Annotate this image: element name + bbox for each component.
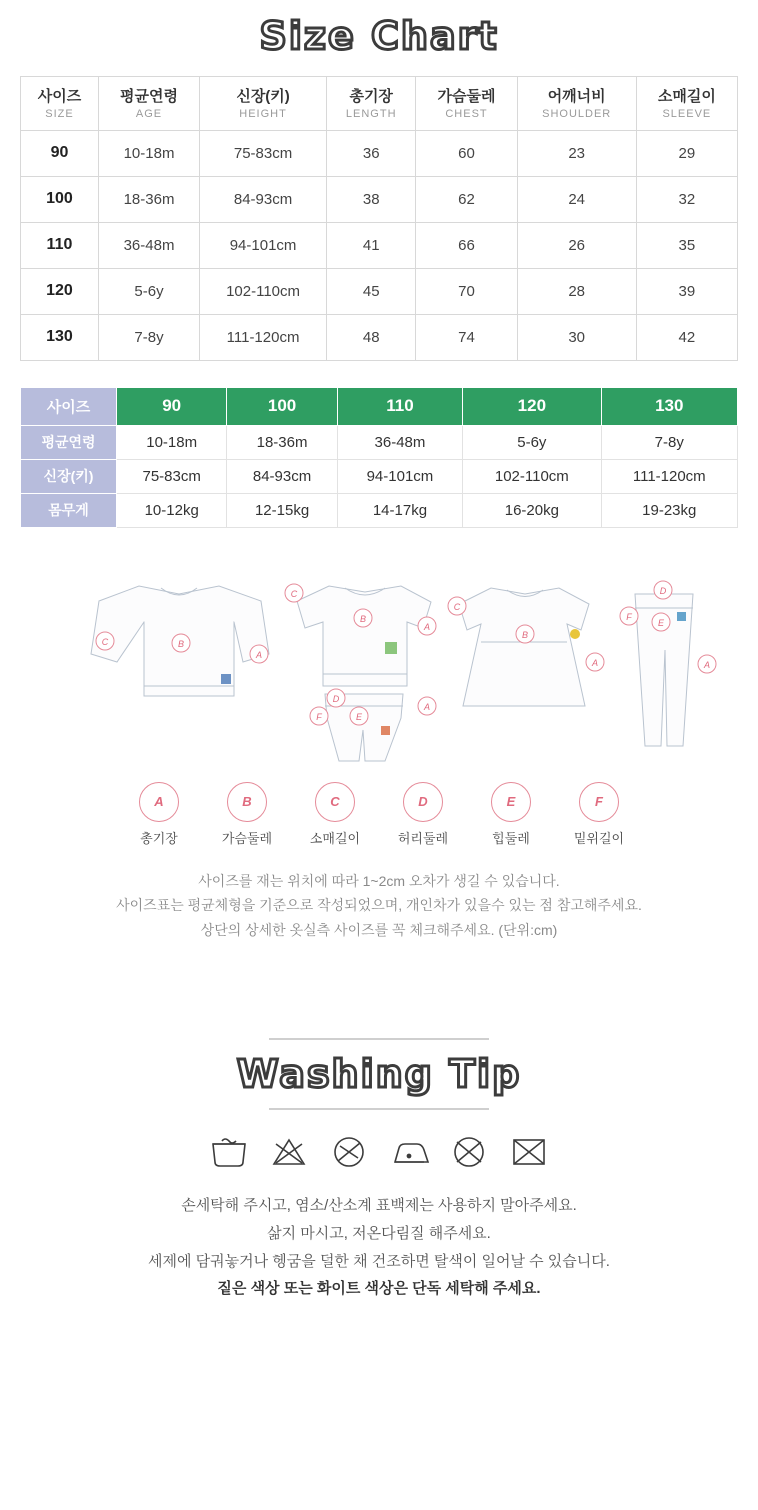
header-en: SLEEVE: [662, 108, 712, 121]
summary-cell: 19-23kg: [601, 493, 737, 527]
summary-table-body: [21, 387, 738, 527]
svg-text:F: F: [316, 711, 322, 722]
legend-mark-icon: D: [403, 782, 443, 822]
svg-text:E: E: [657, 617, 665, 628]
legend-item: [297, 782, 373, 847]
header-ko: 소매길이: [657, 87, 716, 105]
summary-cell: 16-20kg: [463, 493, 601, 527]
cell-size: 120: [21, 268, 99, 314]
cell-chest: 70: [416, 268, 517, 314]
legend-item: [209, 782, 285, 847]
summary-cell: 12-15kg: [227, 493, 337, 527]
detail-header-cell: [21, 76, 99, 130]
svg-text:C: C: [453, 601, 461, 612]
detail-header-cell: [327, 76, 416, 130]
summary-cell: 75-83cm: [117, 459, 227, 493]
svg-text:C: C: [101, 636, 109, 647]
no-wring-icon: [506, 1132, 552, 1172]
summary-cell: 94-101cm: [337, 459, 462, 493]
legend-label: 총기장: [140, 830, 178, 846]
cell-sleeve: 29: [636, 130, 737, 176]
detail-table: [20, 76, 738, 361]
header-en: AGE: [135, 108, 163, 121]
legend-mark-icon: B: [227, 782, 267, 822]
washing-line: 세제에 담궈놓거나 헹굼을 덜한 채 건조하면 탈색이 일어날 수 있습니다.: [148, 1252, 610, 1270]
cell-height: 75-83cm: [200, 130, 327, 176]
cell-age: 7-8y: [98, 314, 199, 360]
summary-row-label: 평균연령: [21, 425, 117, 459]
svg-text:D: D: [659, 585, 667, 596]
summary-cell: 36-48m: [337, 425, 462, 459]
size-notes: [0, 869, 758, 943]
header-en: LENGTH: [345, 108, 397, 121]
legend-mark-icon: C: [315, 782, 355, 822]
summary-cell: 5-6y: [463, 425, 601, 459]
cell-age: 18-36m: [98, 176, 199, 222]
header-en: HEIGHT: [239, 108, 287, 121]
washing-line: 삶지 마시고, 저온다림질 해주세요.: [267, 1224, 491, 1242]
page-title-section: [0, 0, 758, 58]
legend-mark-icon: F: [579, 782, 619, 822]
summary-header-row: [21, 387, 738, 425]
legend-item: [561, 782, 637, 847]
summary-cell: 102-110cm: [463, 459, 601, 493]
illustration-dress: [448, 588, 604, 706]
illustration-leggings: [620, 581, 716, 746]
cell-age: 5-6y: [98, 268, 199, 314]
cell-height: 102-110cm: [200, 268, 327, 314]
cell-size: 100: [21, 176, 99, 222]
cell-sleeve: 32: [636, 176, 737, 222]
header-en: SIZE: [45, 108, 74, 121]
cell-height: 111-120cm: [200, 314, 327, 360]
no-dry-clean-icon: [446, 1132, 492, 1172]
cell-length: 36: [327, 130, 416, 176]
cell-size: 90: [21, 130, 99, 176]
legend-label: 밑위길이: [573, 830, 625, 846]
cell-sleeve: 35: [636, 222, 737, 268]
no-bleach-icon: [266, 1132, 312, 1172]
note-line: 상단의 상세한 옷실측 사이즈를 꼭 체크해주세요. (단위:cm): [200, 921, 558, 938]
svg-text:F: F: [626, 611, 632, 622]
svg-text:B: B: [177, 638, 185, 649]
legend-label: 힙둘레: [492, 830, 530, 846]
table-row: [21, 314, 738, 360]
detail-table-header-row: [21, 76, 738, 130]
summary-cell: 10-12kg: [117, 493, 227, 527]
cell-chest: 60: [416, 130, 517, 176]
detail-table-body: [21, 130, 738, 360]
detail-table-head: [21, 76, 738, 130]
detail-header-cell: [416, 76, 517, 130]
table-row: [21, 130, 738, 176]
detail-header-cell: [517, 76, 636, 130]
cell-chest: 74: [416, 314, 517, 360]
header-ko: 신장(키): [236, 87, 290, 105]
detail-table-wrapper: [0, 58, 758, 361]
summary-size-header: 90: [117, 387, 227, 425]
summary-size-header: 110: [337, 387, 462, 425]
cell-shoulder: 23: [517, 130, 636, 176]
cell-shoulder: 30: [517, 314, 636, 360]
note-line: 사이즈표는 평균체형을 기준으로 작성되었으며, 개인차가 있을수 있는 점 참고해주세요.: [116, 897, 642, 914]
header-ko: 평균연령: [120, 87, 178, 105]
hand-wash-icon: [206, 1132, 252, 1172]
garment-illustrations: [0, 546, 758, 776]
legend-item: [121, 782, 197, 847]
divider-top: [269, 1038, 489, 1040]
detail-header-cell: [636, 76, 737, 130]
svg-text:E: E: [355, 711, 363, 722]
svg-text:A: A: [255, 649, 263, 660]
legend-mark-icon: E: [491, 782, 531, 822]
summary-row-label: 신장(키): [21, 459, 117, 493]
cell-shoulder: 24: [517, 176, 636, 222]
washing-tip-title: Washing Tip: [236, 1052, 522, 1097]
header-ko: 가슴둘레: [437, 87, 496, 105]
cell-shoulder: 28: [517, 268, 636, 314]
illustration-long-sleeve-top: [91, 586, 269, 696]
svg-text:B: B: [359, 613, 367, 624]
washing-instructions: [0, 1192, 758, 1339]
header-en: CHEST: [445, 108, 488, 121]
legend-mark-icon: A: [139, 782, 179, 822]
header-ko: 사이즈: [37, 87, 82, 105]
page-title: Size Chart: [259, 14, 499, 58]
cell-chest: 62: [416, 176, 517, 222]
cell-size: 130: [21, 314, 99, 360]
table-row: [21, 425, 738, 459]
summary-row-label: 몸무게: [21, 493, 117, 527]
summary-cell: 84-93cm: [227, 459, 337, 493]
summary-cell: 18-36m: [227, 425, 337, 459]
washing-icon-row: [0, 1132, 758, 1172]
cell-height: 84-93cm: [200, 176, 327, 222]
header-ko: 총기장: [349, 87, 393, 105]
cell-length: 48: [327, 314, 416, 360]
summary-size-header: 120: [463, 387, 601, 425]
cell-shoulder: 26: [517, 222, 636, 268]
cell-length: 45: [327, 268, 416, 314]
header-ko: 어깨너비: [547, 87, 606, 105]
washing-line: 짙은 색상 또는 화이트 색상은 단독 세탁해 주세요.: [217, 1280, 541, 1298]
svg-text:A: A: [423, 621, 431, 632]
summary-cell: 7-8y: [601, 425, 737, 459]
cell-chest: 66: [416, 222, 517, 268]
table-row: [21, 176, 738, 222]
no-tumble-dry-icon: [326, 1132, 372, 1172]
cell-age: 36-48m: [98, 222, 199, 268]
summary-table: [20, 387, 738, 528]
summary-cell: 10-18m: [117, 425, 227, 459]
svg-text:C: C: [290, 588, 298, 599]
summary-cell: 14-17kg: [337, 493, 462, 527]
washing-tip-section: [0, 1038, 758, 1110]
legend-label: 소매길이: [309, 830, 361, 846]
cell-length: 38: [327, 176, 416, 222]
divider-bottom: [269, 1108, 489, 1110]
summary-corner-label: 사이즈: [21, 387, 117, 425]
illustration-sweatshirt-and-pants-set: [285, 584, 436, 761]
summary-table-wrapper: [0, 361, 758, 528]
legend-label: 가슴둘레: [221, 830, 273, 846]
table-row: [21, 459, 738, 493]
table-row: [21, 268, 738, 314]
svg-text:A: A: [591, 657, 599, 668]
cell-size: 110: [21, 222, 99, 268]
low-iron-icon: [386, 1132, 432, 1172]
summary-cell: 111-120cm: [601, 459, 737, 493]
svg-text:B: B: [521, 629, 529, 640]
cell-sleeve: 42: [636, 314, 737, 360]
table-row: [21, 222, 738, 268]
note-line: 사이즈를 재는 위치에 따라 1~2cm 오차가 생길 수 있습니다.: [198, 872, 560, 889]
svg-text:D: D: [332, 693, 340, 704]
legend-label: 허리둘레: [397, 830, 449, 846]
summary-size-header: 130: [601, 387, 737, 425]
header-en: SHOULDER: [542, 108, 612, 121]
cell-length: 41: [327, 222, 416, 268]
detail-header-cell: [98, 76, 199, 130]
table-row: [21, 493, 738, 527]
legend-item: [473, 782, 549, 847]
cell-height: 94-101cm: [200, 222, 327, 268]
detail-header-cell: [200, 76, 327, 130]
measurement-legend: [0, 782, 758, 847]
cell-sleeve: 39: [636, 268, 737, 314]
legend-item: [385, 782, 461, 847]
washing-line: 손세탁해 주시고, 염소/산소계 표백제는 사용하지 말아주세요.: [181, 1197, 577, 1215]
cell-age: 10-18m: [98, 130, 199, 176]
summary-size-header: 100: [227, 387, 337, 425]
svg-text:A: A: [703, 659, 711, 670]
svg-text:A: A: [423, 701, 431, 712]
